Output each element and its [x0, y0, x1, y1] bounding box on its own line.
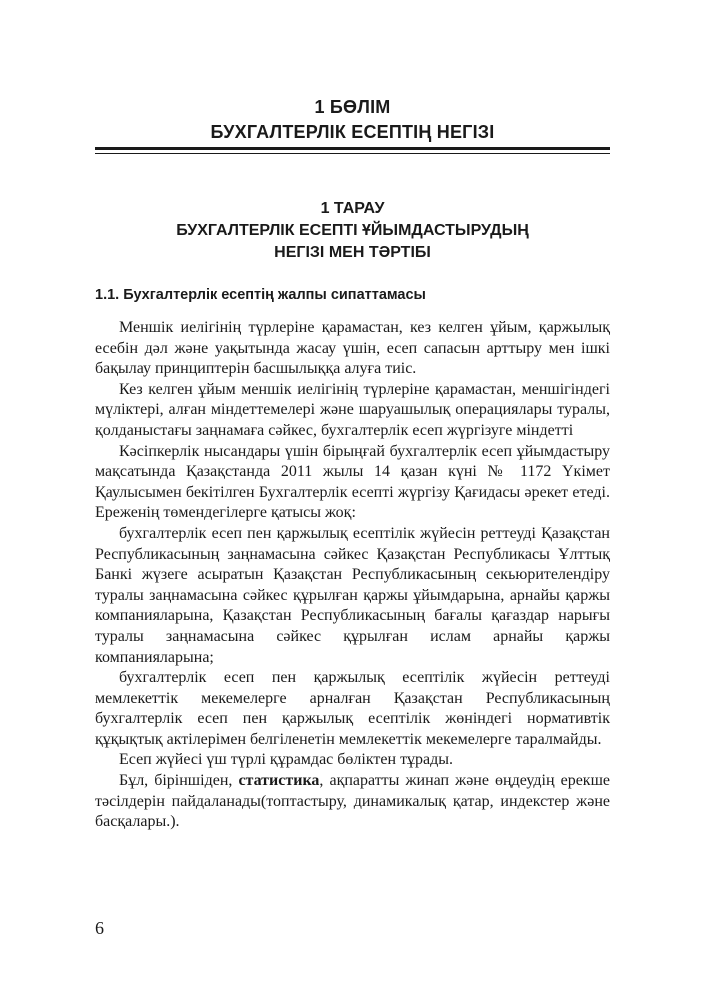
heading-rule-thin — [95, 153, 610, 154]
heading-rule-thick — [95, 147, 610, 150]
paragraph-3: Кәсіпкерлік нысандары үшін бірыңғай бухгалтерлік есеп ұйымдастыру мақсатында Қазақстанда 2011 жылы 14 қазан күні № 1172 Үкімет Қаулысымен бекітілген Бухгалтерлік есепті жүргізу Қағидасы әрекет етеді. Ереженің төмендегілерге қатысы жоқ: — [95, 442, 610, 522]
paragraph-5: бухгалтерлік есеп пен қаржылық есептілік жүйесін реттеуді мемлекеттік мекемелерге арналған Қазақстан Республикасының бухгалтерлік есеп пен қаржылық есептілік жөніндегі нормативтік құқықтық актілерімен белгіленетін мемлекеттік мекемелерге таралмайды. — [95, 669, 610, 748]
paragraph-7-bold-term: статистика — [238, 772, 320, 790]
part-heading — [95, 95, 610, 145]
paragraph-7-end: , ақпаратты жинап және өңдеудің ерекше тәсілдерін пайдаланады(топтастыру, динамикалық қатар, индекстер және басқалары.). — [95, 772, 611, 831]
chapter-heading — [95, 198, 610, 264]
chapter-number: 1 ТАРАУ — [320, 200, 385, 217]
body-text — [95, 318, 610, 833]
part-number: 1 БӨЛІМ — [314, 97, 391, 117]
chapter-name-line-2: НЕГІЗІ МЕН ТӘРТІБІ — [274, 244, 431, 261]
paragraph-7-start: Бұл, біріншіден, — [119, 772, 239, 790]
paragraph-2: Кез келген ұйым меншік иелігінің түрлеріне қарамастан, меншігіндегі мүліктері, алған міндеттемелері және шаруашылық операциялары туралы, қолданыстағы заңнамаға сәйкес, бухгалтерлік есеп жүргізуге міндетті — [95, 380, 610, 439]
chapter-name-line-1: БУХГАЛТЕРЛІК ЕСЕПТІ ҰЙЫМДАСТЫРУДЫҢ — [176, 222, 529, 239]
paragraph-1: Меншік иелігінің түрлеріне қарамастан, кез келген ұйым, қаржылық есебін дәл және уақытында жасау үшін, есеп сапасын арттыру мен ішкі бақылау принциптерін басшылыққа алуға тиіс. — [95, 319, 610, 378]
paragraph-7 — [95, 771, 610, 833]
paragraph-6: Есеп жүйесі үш түрлі құрамдас бөліктен тұрады. — [119, 751, 454, 769]
part-name: БУХГАЛТЕРЛІК ЕСЕПТІҢ НЕГІЗІ — [210, 122, 495, 142]
paragraph-4: бухгалтерлік есеп пен қаржылық есептілік жүйесін реттеуді Қазақстан Республикасының заңнамасына сәйкес Қазақстан Республикасы Ұлттық Банкі жүзеге асыратын Қазақстан Республикасының секьюрителендіру туралы заңнамасына сәйкес құрылған қаржы ұйымдарына, арнайы қаржы компанияларына, Қазақстан Республикасының бағалы қағаздар нарығы туралы заңнамасына сәйкес құрылған ислам арнайы қаржы компанияларына; — [95, 524, 610, 666]
section-heading: 1.1. Бухгалтерлік есептің жалпы сипаттамасы — [95, 287, 426, 303]
page-number: 6 — [95, 918, 104, 938]
